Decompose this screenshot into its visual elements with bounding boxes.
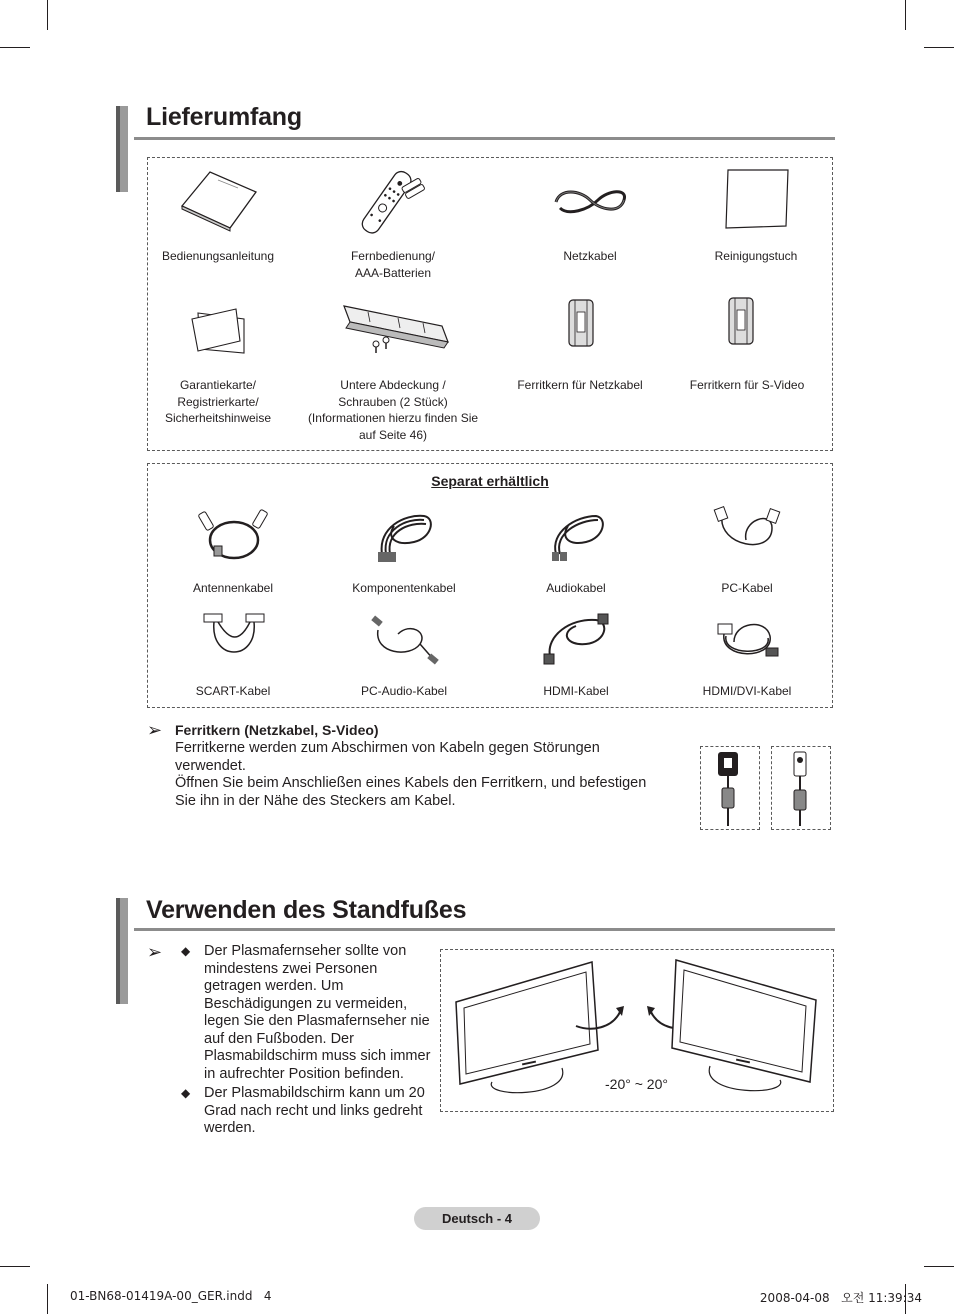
item-label: Ferritkern für Netzkabel [517, 378, 643, 392]
remote-control-icon [358, 168, 428, 238]
crop-mark [47, 0, 48, 30]
section-rule [134, 928, 835, 931]
item-label: Reinigungstuch [714, 249, 798, 263]
hdmi-cable-icon [540, 612, 612, 666]
pc-audio-cable-icon [370, 614, 440, 666]
item-label: Netzkabel [563, 249, 617, 263]
cleaning-cloth-icon [722, 168, 792, 232]
note-arrow-icon: ➢ [147, 720, 163, 740]
ferrite-on-power-plug-icon [712, 750, 748, 828]
crop-mark [47, 1284, 48, 1314]
component-cable-icon [374, 508, 436, 562]
bullet-diamond-icon: ◆ [181, 944, 191, 958]
item-label: Bedienungsanleitung [161, 249, 275, 263]
note-heading: Ferritkern (Netzkabel, S-Video) [175, 722, 379, 738]
item-label: Fernbedienung/ AAA-Batterien [350, 249, 436, 280]
item-label: SCART-Kabel [195, 684, 271, 698]
bullet-diamond-icon: ◆ [181, 1086, 191, 1100]
item-label: PC-Kabel [721, 581, 773, 595]
hdmi-dvi-cable-icon [714, 614, 784, 666]
item-label: PC-Audio-Kabel [360, 684, 448, 698]
stand-arrow-icon: ➢ [147, 942, 163, 962]
cards-icon [188, 305, 250, 355]
crop-mark [905, 0, 906, 30]
section-bar [116, 106, 128, 192]
page-number-badge: Deutsch - 4 [414, 1207, 540, 1230]
pc-cable-icon [712, 506, 782, 562]
section-title-stand: Verwenden des Standfußes [146, 896, 467, 924]
item-label: HDMI-Kabel [543, 684, 609, 698]
tv-rotated-right-icon [670, 956, 820, 1100]
item-label: Komponentenkabel [352, 581, 456, 595]
scart-cable-icon [200, 612, 268, 664]
manual-icon [178, 170, 258, 232]
stand-bullet-2: Der Plasmabildschirm kann um 20 Grad nach recht und links gedreht werden. [204, 1085, 425, 1136]
crop-mark [0, 1266, 30, 1267]
ferrite-on-svideo-plug-icon [784, 750, 818, 828]
item-label: HDMI/DVI-Kabel [702, 684, 792, 698]
section-rule [134, 137, 835, 140]
file-info: 01-BN68-01419A-00_GER.indd 4 [70, 1289, 272, 1303]
rotate-arrow-icon [572, 1002, 626, 1032]
item-label: Untere Abdeckung / Schrauben (2 Stück) (Informationen hierzu finden Sie auf Seite 46) [307, 378, 479, 442]
date-info: 2008-04-08 오전 11:39:34 [759, 1291, 922, 1305]
ferrite-core-icon [726, 296, 756, 346]
item-label: Antennenkabel [192, 581, 274, 595]
bottom-cover-icon [338, 300, 450, 356]
note-text-1: Ferritkerne werden zum Abschirmen von Kabeln gegen Störungen verwendet. [175, 740, 600, 774]
item-label: Audiokabel [546, 581, 606, 595]
separate-title: Separat erhältlich [431, 473, 549, 489]
section-title-contents: Lieferumfang [146, 103, 302, 131]
stand-bullet-1: Der Plasmafernseher sollte von mindestens zwei Personen getragen werden. Um Beschädigungen zu vermeiden, legen Sie den Plasmafernseher nie auf den Fußboden. Der Plasmabildschirm muss sich immer in aufrechter Position befinden. [204, 943, 431, 1082]
crop-mark [0, 47, 30, 48]
crop-mark [924, 47, 954, 48]
power-cord-icon [550, 186, 630, 220]
note-text-2: Öffnen Sie beim Anschließen eines Kabels den Ferritkern, und befestigen Sie ihn in der Nähe des Steckers am Kabel. [175, 775, 647, 809]
audio-cable-icon [546, 510, 608, 560]
crop-mark [924, 1266, 954, 1267]
item-label: Ferritkern für S-Video [689, 378, 805, 392]
antenna-cable-icon [198, 506, 270, 562]
item-label: Garantiekarte/ Registrierkarte/ Sicherheitshinweise [164, 378, 272, 425]
rotation-angle-label: -20° ~ 20° [605, 1076, 668, 1092]
section-bar [116, 898, 128, 1004]
ferrite-core-icon [566, 298, 596, 348]
